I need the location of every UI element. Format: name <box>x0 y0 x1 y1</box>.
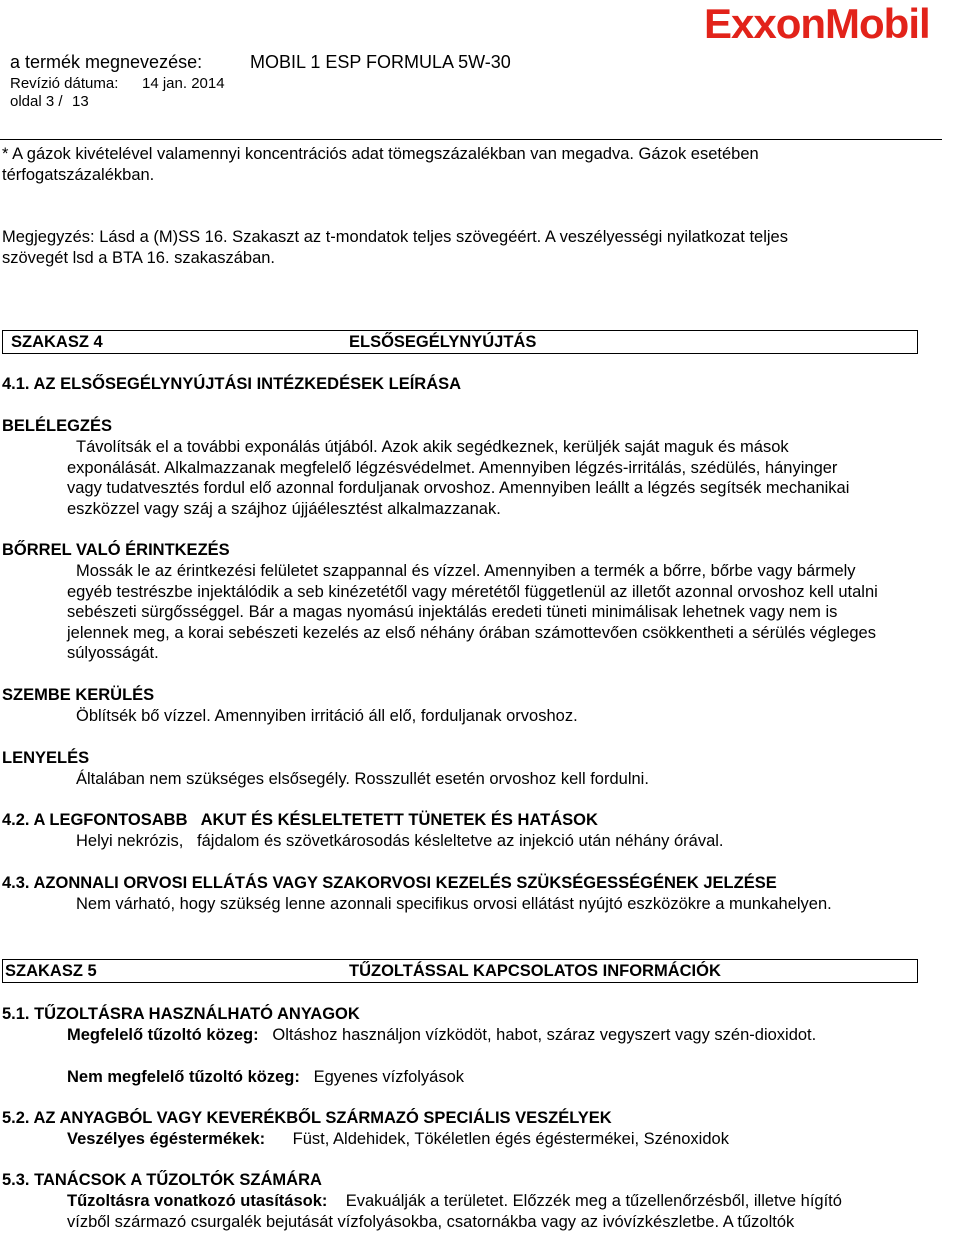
section-4-header <box>2 330 918 354</box>
inhalation-heading: BELÉLEGZÉS <box>2 417 113 435</box>
symptoms-text: Helyi nekrózis, fájdalom és szövetkárosodás késleltetve az injekció után néhány órával. <box>76 832 724 850</box>
suitable-media-label: Megfelelő tűzoltó közeg: <box>67 1026 259 1044</box>
header-divider <box>0 139 942 140</box>
eye-contact-text: Öblítsék bő vízzel. Amennyiben irritáció áll elő, forduljanak orvoshoz. <box>76 707 578 725</box>
subsection-heading: 5.3. TANÁCSOK A TŰZOLTÓK SZÁMÁRA <box>2 1171 322 1189</box>
exxonmobil-logo <box>704 0 960 54</box>
text-line: vízből származó csurgalék bejutását vízfolyásokba, csatornákba vagy az ivóvízkészletbe. A tűzoltók <box>67 1212 795 1231</box>
product-name-row <box>10 52 511 72</box>
ingestion-text: Általában nem szükséges elsősegély. Rosszullét esetén orvoshoz kell fordulni. <box>76 770 649 788</box>
product-label: a termék megnevezése: <box>10 52 203 72</box>
page-label: oldal 3 / <box>10 93 63 110</box>
page-total: 13 <box>72 93 89 110</box>
eye-contact-heading: SZEMBE KERÜLÉS <box>2 686 155 704</box>
suitable-media-row <box>67 1025 957 1046</box>
page-row <box>10 93 89 111</box>
firefighting-advice <box>67 1191 957 1232</box>
section-number: SZAKASZ 4 <box>11 333 103 351</box>
footnote <box>2 144 942 186</box>
note-line: szövegét lsd a BTA 16. szakaszában. <box>2 249 276 267</box>
firefighting-advice-label: Tűzoltásra vonatkozó utasítások: <box>67 1192 328 1210</box>
revision-date: 14 jan. 2014 <box>142 75 225 92</box>
text-line: eszközzel vagy száj a szájhoz újjáélesztést alkalmazzanak. <box>67 499 501 518</box>
medical-attention-text: Nem várható, hogy szükség lenne azonnali specifikus orvosi ellátást nyújtó eszközökre a munkahelyen. <box>76 895 832 913</box>
footnote-line: * A gázok kivételével valamennyi koncentrációs adat tömegszázalékban van megadva. Gázok esetében <box>2 145 759 163</box>
hazardous-products-label: Veszélyes égéstermékek: <box>67 1130 266 1148</box>
subsection-heading: 4.1. AZ ELSŐSEGÉLYNYÚJTÁSI INTÉZKEDÉSEK LEÍRÁSA <box>2 375 462 393</box>
text-line: jelennek meg, a korai sebészeti kezelés az első néhány órában számottevően csökkentheti a sérülés végleges <box>67 623 876 642</box>
product-name: MOBIL 1 ESP FORMULA 5W-30 <box>250 52 511 72</box>
unsuitable-media-row <box>67 1067 957 1088</box>
subsection-heading: 4.3. AZONNALI ORVOSI ELLÁTÁS VAGY SZAKORVOSI KEZELÉS SZÜKSÉGESSÉGÉNEK JELZÉSE <box>2 874 777 892</box>
hazardous-products-row <box>67 1129 957 1150</box>
note <box>2 227 942 269</box>
footnote-line: térfogatszázalékban. <box>2 166 155 184</box>
inhalation-text <box>67 437 957 519</box>
subsection-heading: 5.2. AZ ANYAGBÓL VAGY KEVERÉKBŐL SZÁRMAZÓ SPECIÁLIS VESZÉLYEK <box>2 1109 612 1127</box>
section-number: SZAKASZ 5 <box>5 962 97 980</box>
section-title: TŰZOLTÁSSAL KAPCSOLATOS INFORMÁCIÓK <box>349 962 721 980</box>
skin-contact-heading: BŐRREL VALÓ ÉRINTKEZÉS <box>2 541 230 559</box>
text-line: Távolítsák el a további exponálás útjából. Azok akik segédkeznek, kerüljék saját maguk és mások <box>76 438 789 456</box>
text-line: sebészeti sürgősséggel. Bár a magas nyomású injektálás eredeti tüneti minimálisak lehetnek vagy nem is <box>67 603 838 622</box>
section-title: ELSŐSEGÉLYNYÚJTÁS <box>349 333 537 351</box>
hazardous-products-value: Füst, Aldehidek, Tökéletlen égés égéstermékei, Szénoxidok <box>292 1130 729 1148</box>
subsection-heading: 4.2. A LEGFONTOSABB AKUT ÉS KÉSLELTETETT TÜNETEK ÉS HATÁSOK <box>2 811 598 829</box>
subsection-heading: 5.1. TŰZOLTÁSRA HASZNÁLHATÓ ANYAGOK <box>2 1005 360 1023</box>
text-line: vagy tudatvesztés fordul elő azonnal forduljanak orvoshoz. Amennyiben leállt a légzés segítsék mechanikai <box>67 479 850 498</box>
skin-contact-text <box>67 561 957 664</box>
ingestion-heading: LENYELÉS <box>2 749 90 767</box>
text-line: súlyosságát. <box>67 644 159 663</box>
text-line: Mossák le az érintkezési felületet szappannal és vízzel. Amennyiben a termék a bőrre, bőrbe vagy bármely <box>76 562 856 580</box>
unsuitable-media-label: Nem megfelelő tűzoltó közeg: <box>67 1068 300 1086</box>
suitable-media-value: Oltáshoz használjon vízködöt, habot, száraz vegyszert vagy szén-dioxidot. <box>272 1026 817 1044</box>
logo-text: ExxonMobil <box>704 0 930 47</box>
text-line: egyéb testrészbe injektálódik a seb kinézetétől vagy méretétől függetlenül az illetőt azonnal orvoshoz kell utalni <box>67 582 878 601</box>
firefighting-advice-value: Evakuálják a területet. Előzzék meg a tűzellenőrzésből, illetve hígító <box>345 1192 842 1210</box>
note-line: Megjegyzés: Lásd a (M)SS 16. Szakaszt az t-mondatok teljes szövegéért. A veszélyességi nyilatkozat teljes <box>2 228 788 246</box>
unsuitable-media-value: Egyenes vízfolyások <box>313 1068 465 1086</box>
text-line: exponálását. Alkalmazzanak megfelelő légzésvédelmet. Amennyiben légzés-irritálás, szédülés, hányinger <box>67 458 838 477</box>
revision-label: Revízió dátuma: <box>10 75 119 92</box>
section-5-header <box>2 959 918 983</box>
revision-row <box>10 75 225 93</box>
